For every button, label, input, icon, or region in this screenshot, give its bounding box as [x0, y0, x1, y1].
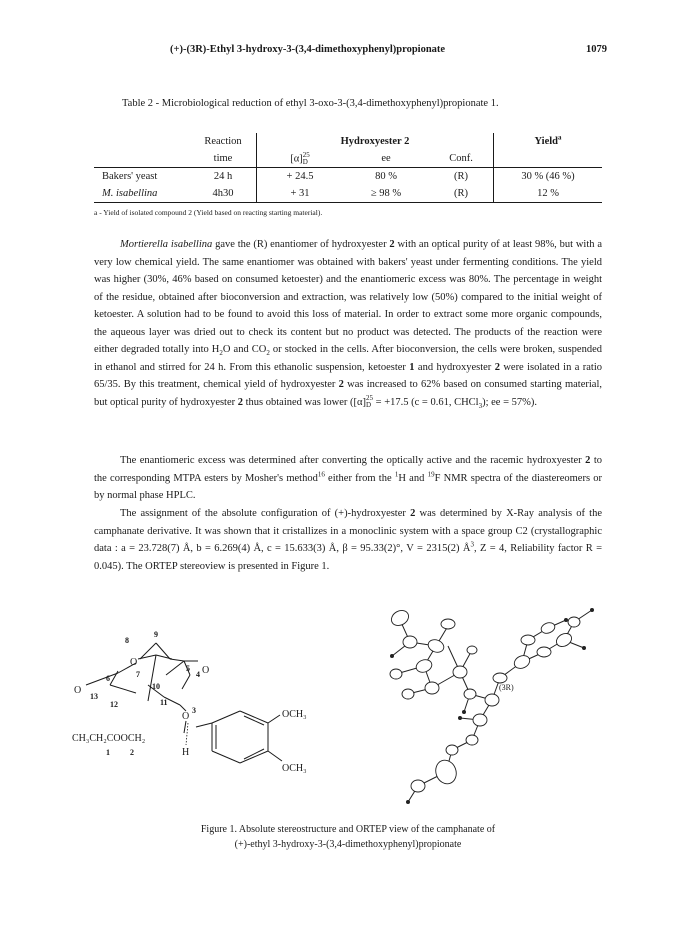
th-conf: Conf. — [429, 150, 494, 168]
label-c1: 1 — [106, 748, 110, 757]
label-och3-bottom: OCH₃ — [282, 763, 307, 774]
ortep-label-3r: (3R) — [499, 683, 514, 692]
table-header-row-1 — [94, 133, 602, 150]
paragraph-3: The assignment of the absolute configuration of (+)-hydroxyester 2 was determined by X-Ray analysis of the camphanate derivative. It was shown that it cristallizes in a monoclinic system with a space group C2 (crystallographic data : a = 23.728(7) Å, b = 6.269(4) Å, c = 15.633(3) Å, β = 95.33(2)°, V = 2315(2) $Å^3$, Z = 4, Reliability factor R = 0.045). The ORTEP stereoview is presented in Figure 1. — [94, 508, 602, 572]
th-time: time — [190, 150, 257, 168]
label-c4: 4 — [196, 670, 200, 679]
cell-alpha: + 24.5 — [257, 168, 344, 186]
table-header-row-2 — [94, 150, 602, 168]
label-o-carbonyl: O — [202, 665, 210, 676]
th-alpha: [α]25 D — [257, 150, 344, 168]
paragraph-2: The enantiomeric excess was determined after converting the optically active and the racemic hydroxyester 2 to the corresponding MTPA esters by Mosher's method$^{16}$ either from the $^1$H and $^{19}$F NMR spectra of the diastereomers or by normal phase HPLC. — [94, 455, 603, 501]
cell-organism: Bakers' yeast — [102, 171, 158, 182]
table-row — [94, 185, 602, 203]
table-caption: Table 2 - Microbiological reduction of ethyl 3-oxo-3-(3,4-dimethoxyphenyl)propionate 1. — [122, 98, 499, 109]
cell-time: 4h30 — [190, 185, 257, 203]
label-h: H — [182, 747, 190, 758]
cell-yield: 12 % — [494, 185, 603, 203]
figure-caption-line-2: (+)-ethyl 3-hydroxy-3-(3,4-dimethoxyphenyl)propionate — [234, 839, 462, 850]
label-c13: 13 — [90, 692, 98, 701]
label-c2: 2 — [130, 748, 134, 757]
label-c12: 12 — [110, 700, 118, 709]
cell-time: 24 h — [213, 171, 233, 182]
paragraph-1: Mortierella isabellina gave the (R) enantiomer of hydroxyester 2 with an optical purity of at least 98%, but with a very low chemical yield. The same enantiomer was obtained with bakers' yeast under fermenting conditions. The yield was higher (30%, 46% based on consumed ketoester) and the enantiomeric excess was 80%. The percentage in weight of the residue, obtained after bioconversion and extraction, was relatively low (50%) compared to the initial weight of ketoester. A solution had to be found to avoid this loss of material. In order to extract some more organic compounds, the aqueous layer was dried out to check its content but no product was detected. The products of the reaction were either degraded totally into $H_2O$ and $CO_2$ or stocked in the cells. After bioconversion, the cells were broken, suspended in ethanol and stirred for 24 h. From this ethanolic suspension, ketoester 1 and hydroxyester 2 were isolated in a ratio 65/35. By this treatment, chemical yield of hydroxyester 2 was increased to 62% based on consumed starting material, but optical purity of hydroxyester 2 thus obtained was lower ([α]25 D = +17.5 (c = 0.61, CHCl$_3$); ee = 57%). — [94, 239, 602, 410]
page-number: 1079 — [586, 44, 607, 55]
ortep-view — [352, 590, 612, 810]
label-c7: 7 — [136, 670, 140, 679]
label-c6: 6 — [106, 674, 110, 683]
header-title: (+)-(3R)-Ethyl 3-hydroxy-3-(3,4-dimethoxyphenyl)propionate — [170, 44, 446, 55]
cell-conf: (R) — [454, 171, 468, 182]
label-c3: 3 — [192, 706, 196, 715]
th-reaction: Reaction — [204, 136, 242, 147]
label-och3-top: OCH₃ — [282, 709, 307, 720]
label-c9: 9 — [154, 630, 158, 639]
results-table — [94, 133, 602, 203]
cell-conf: (R) — [429, 185, 494, 203]
label-c8: 8 — [125, 636, 129, 645]
th-yield: Yield$^a$ — [494, 133, 603, 150]
table-footnote: a - Yield of isolated compound 2 (Yield based on reacting starting material). — [94, 208, 323, 217]
table-row — [94, 168, 602, 186]
label-o-bridge: O — [130, 657, 138, 668]
label-o-ketone: O — [74, 685, 82, 696]
cell-yield: 30 % (46 %) — [494, 168, 603, 186]
label-c5: 5 — [186, 664, 190, 673]
cell-alpha: + 31 — [257, 185, 344, 203]
structure-drawing — [60, 615, 350, 805]
cell-organism: M. isabellina — [94, 185, 190, 203]
label-c11: 11 — [160, 698, 168, 707]
figure-caption — [94, 822, 602, 852]
th-hydroxyester: Hydroxyester 2 — [257, 133, 494, 150]
label-chain: CH₃CH₂COOCH₂ — [72, 733, 146, 744]
th-ee: ee — [343, 150, 429, 168]
cell-ee: ≥ 98 % — [343, 185, 429, 203]
label-o-ester: O — [182, 711, 190, 722]
figure-caption-line-1: Figure 1. Absolute stereostructure and ORTEP view of the camphanate of — [200, 824, 496, 835]
cell-ee: 80 % — [375, 171, 397, 182]
label-c10: 10 — [152, 682, 160, 691]
